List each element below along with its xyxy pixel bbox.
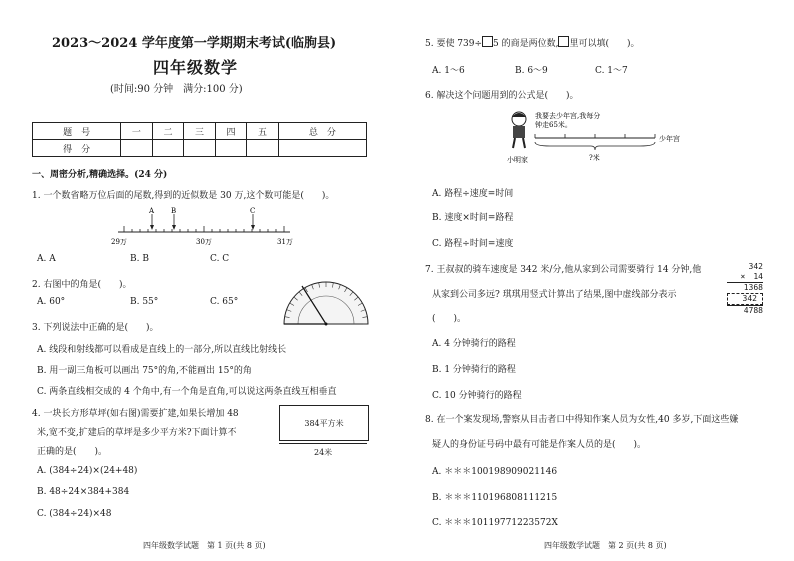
calc-dashed-line: 342	[727, 293, 763, 305]
score-row-label: 得 分	[33, 140, 121, 157]
score-header-cell: 四	[215, 123, 247, 140]
q3-option-b[interactable]: B. 用一副三角板可以画出 75°的角,不能画出 15°的角	[37, 366, 252, 376]
q3-option-a[interactable]: A. 线段和射线都可以看成是直线上的一部分,所以直线比射线长	[37, 345, 287, 355]
boy-icon	[512, 112, 526, 148]
q1-option-a[interactable]: A. A	[37, 254, 56, 264]
lawn-width-line	[279, 443, 367, 444]
distance-label: ?米	[589, 154, 600, 162]
tick-label-29: 29万	[111, 238, 127, 246]
speech-line-1: 我要去少年宫,我每分	[535, 112, 601, 120]
number-line-figure	[110, 206, 300, 248]
question-8-line-1: 8. 在一个案发现场,警察从目击者口中得知作案人员为女性,40 多岁,下面这些嫌	[425, 415, 739, 425]
score-cell[interactable]	[247, 140, 279, 157]
home-label: 小明家	[507, 156, 528, 164]
score-cell[interactable]	[121, 140, 153, 157]
question-2-text: 2. 右图中的角是( )。	[32, 280, 132, 290]
arrow-b-head-icon	[172, 225, 176, 230]
q4-option-a[interactable]: A. (384÷24)×(24+48)	[37, 466, 138, 476]
vertical-calculation	[727, 262, 763, 316]
route-brace-icon	[535, 142, 655, 150]
q4-option-c[interactable]: C. (384÷24)×48	[37, 509, 112, 519]
section-1-heading: 一、周密分析,精确选择。(24 分)	[32, 170, 168, 180]
calc-line: 1368	[727, 282, 763, 293]
arrow-a-head-icon	[150, 225, 154, 230]
page-1-footer: 四年级数学试题 第 1 页(共 8 页)	[143, 541, 266, 550]
q2-option-b[interactable]: B. 55°	[130, 297, 159, 307]
question-1-text: 1. 一个数省略万位后面的尾数,得到的近似数是 30 万,这个数可能是( )。	[32, 191, 335, 201]
calc-line: 342	[748, 262, 763, 271]
score-header-cell: 总 分	[278, 123, 366, 140]
question-8-line-2: 疑人的身份证号码中最有可能是作案人员的是( )。	[432, 440, 647, 450]
q1-option-b[interactable]: B. B	[130, 254, 149, 264]
score-cell[interactable]	[152, 140, 184, 157]
blank-box-icon	[482, 36, 493, 47]
route-ticks	[535, 134, 655, 138]
q5-text-b: 5 的商是两位数,	[493, 39, 559, 49]
tick-label-30: 30万	[196, 238, 212, 246]
question-5-text	[425, 36, 640, 49]
calc-line: × 14	[740, 272, 763, 281]
q4-option-b[interactable]: B. 48÷24×384+384	[37, 487, 130, 497]
lawn-rectangle	[279, 405, 369, 441]
exam-meta: (时间:90 分钟 满分:100 分)	[110, 84, 243, 95]
score-header-cell: 题 号	[33, 123, 121, 140]
protractor-icon	[280, 276, 372, 330]
q5-option-c[interactable]: C. 1～7	[595, 66, 628, 76]
q7-option-b[interactable]: B. 1 分钟骑行的路程	[432, 365, 516, 375]
question-4-line-2: 米,宽不变,扩建后的草坪是多少平方米?下面计算不	[37, 428, 237, 438]
line-label-a: A	[149, 207, 155, 215]
question-4-line-1: 4. 一块长方形草坪(如右图)需要扩建,如果长增加 48	[32, 409, 239, 419]
line-label-b: B	[171, 207, 177, 215]
blank-box-icon	[558, 36, 569, 47]
exam-title: 2023～2024 学年度第一学期期末考试(临朐县)	[52, 36, 337, 51]
score-table	[32, 122, 367, 157]
q5-option-b[interactable]: B. 6～9	[515, 66, 548, 76]
number-line-ticks	[124, 226, 284, 232]
score-cell[interactable]	[278, 140, 366, 157]
q2-option-c[interactable]: C. 65°	[210, 297, 239, 307]
q3-option-c[interactable]: C. 两条直线相交成的 4 个角中,有一个角是直角,可以说这两条直线互相垂直	[37, 387, 337, 397]
score-header-cell: 五	[247, 123, 279, 140]
score-table-header-row	[33, 123, 367, 140]
q6-option-b[interactable]: B. 速度×时间=路程	[432, 213, 514, 223]
q8-option-b[interactable]: B. ＊＊＊110196808111215	[432, 493, 558, 503]
tick-label-31: 31万	[277, 238, 293, 246]
score-header-cell: 二	[152, 123, 184, 140]
right-page	[397, 0, 794, 561]
score-header-cell: 三	[184, 123, 216, 140]
q8-option-a[interactable]: A. ＊＊＊100198909021146	[432, 467, 558, 477]
score-cell[interactable]	[184, 140, 216, 157]
q5-text-c: 里可以填( )。	[569, 39, 640, 49]
speech-line-2: 钟走65米。	[535, 121, 572, 129]
palace-label: 少年宫	[659, 135, 680, 143]
q7-option-a[interactable]: A. 4 分钟骑行的路程	[432, 339, 516, 349]
question-4-line-3: 正确的是( )。	[37, 447, 108, 457]
page-2-footer: 四年级数学试题 第 2 页(共 8 页)	[544, 541, 667, 550]
lawn-width-label: 24米	[314, 448, 333, 457]
question-3-text: 3. 下列说法中正确的是( )。	[32, 323, 159, 333]
lawn-area-label: 384平方米	[304, 418, 344, 428]
score-header-cell: 一	[121, 123, 153, 140]
question-6-text: 6. 解决这个问题用到的公式是( )。	[425, 91, 579, 101]
walking-diagram	[505, 108, 695, 172]
subject-title: 四年级数学	[153, 58, 239, 77]
line-label-c: C	[250, 207, 256, 215]
q6-option-a[interactable]: A. 路程÷速度=时间	[432, 189, 514, 199]
question-7-line-1: 7. 王叔叔的骑车速度是 342 米/分,他从家到公司需要骑行 14 分钟,他	[425, 265, 702, 275]
q7-option-c[interactable]: C. 10 分钟骑行的路程	[432, 391, 522, 401]
question-7-line-2: 从家到公司多远? 琪琪用竖式计算出了结果,图中虚线部分表示	[432, 290, 677, 300]
calc-line: 4788	[727, 305, 763, 316]
question-7-line-3: ( )。	[432, 314, 467, 324]
score-cell[interactable]	[215, 140, 247, 157]
q2-option-a[interactable]: A. 60°	[37, 297, 66, 307]
q5-option-a[interactable]: A. 1～6	[432, 66, 465, 76]
q6-option-c[interactable]: C. 路程÷时间=速度	[432, 239, 514, 249]
q5-text-a: 5. 要使 739÷	[425, 39, 483, 49]
q8-option-c[interactable]: C. ＊＊＊10119771223572X	[432, 518, 558, 528]
score-table-score-row	[33, 140, 367, 157]
q1-option-c[interactable]: C. C	[210, 254, 230, 264]
